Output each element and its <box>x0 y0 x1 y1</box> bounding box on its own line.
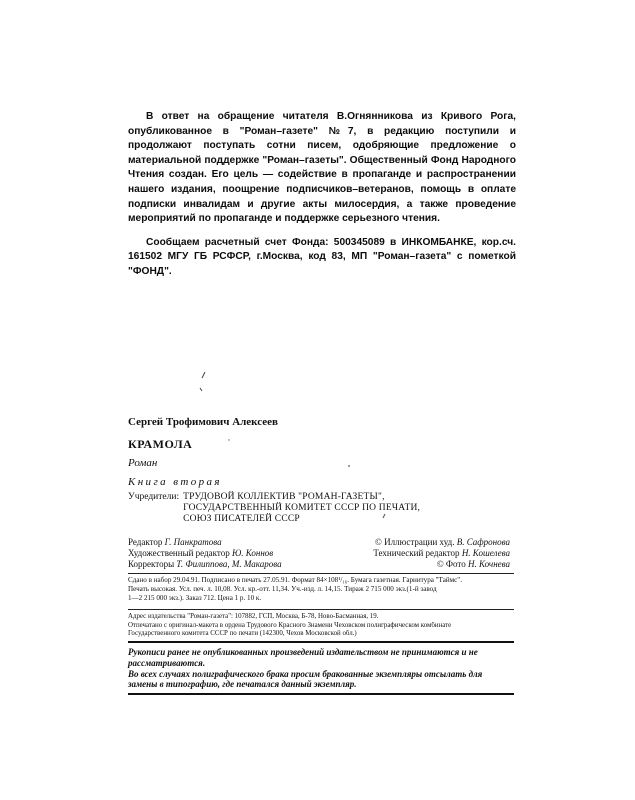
credits-right <box>360 537 510 571</box>
divider-line <box>128 609 514 610</box>
credit-role: Технический редактор <box>373 548 460 559</box>
credit-name: В. Сафронова <box>456 537 510 547</box>
notice-line: Сообщаем расчетный счет Фонда: 500345089 в ИНКОМБАНКЕ, кор.сч. <box>146 236 516 248</box>
notice-line: В ответ на обращение читателя В.Огнянникова из Кривого Рога, <box>146 111 516 122</box>
founder-line: ТРУДОВОЙ КОЛЛЕКТИВ "РОМАН-ГАЗЕТЫ", <box>183 492 385 502</box>
publisher-info-line: Адрес издательства "Роман-газета": 107882, ГСП, Москва, Б-78, Ново-Басманная, 19. <box>128 613 379 620</box>
credit-name: Т. Филиппова, М. Макарова <box>176 559 282 570</box>
credit-role: Корректоры <box>128 559 175 570</box>
divider-line <box>128 641 514 643</box>
notice-line: поступать сотни писем, одобряющие предложение о материальной <box>128 140 516 166</box>
divider-line <box>128 573 514 574</box>
credit-name: Н. Кошелева <box>461 548 510 559</box>
foundation-notice <box>128 110 516 280</box>
print-info <box>128 576 516 603</box>
disclaimer <box>128 647 514 690</box>
disclaimer-line: Рукописи ранее не опубликованных произведений издательством не принимаются и не <box>128 647 478 657</box>
credit-role: Редактор <box>128 537 163 547</box>
notice-line: "ФОНД". <box>128 265 172 277</box>
disclaimer-line: Во всех случаях полиграфического брака просим бракованные экземпляры отсылать для <box>128 668 483 679</box>
print-info-line: Сдано в набор 29.04.91. Подписано в печать 27.05.91. Формат 84×108¹/₁₆. Бумага газетная. Гарнитура "Таймс". <box>128 576 462 584</box>
book-title: КРАМОЛА <box>128 437 193 451</box>
publisher-info-line: Государственного комитета СССР по печати (142300, Чехов Московской обл.) <box>128 630 357 638</box>
divider-line <box>128 693 514 695</box>
credits-left <box>128 537 282 571</box>
founders-block <box>128 492 420 525</box>
book-volume: Книга вторая <box>128 476 222 488</box>
credit-role: © Иллюстрации худ. <box>375 537 455 547</box>
ink-dot <box>228 439 229 440</box>
notice-line: опубликованное в "Роман–газете" №7, в редакцию поступили и продолжают <box>128 125 516 152</box>
credit-line <box>128 548 282 559</box>
publisher-info <box>128 613 516 639</box>
print-info-line: Печать высокая. Усл. печ. л. 10,08. Усл. кр.-отт. 11,34. Уч.-изд. л. 14,15. Тираж 2 715 000 экз.(1-й завод <box>128 585 437 593</box>
credit-name: Н. Кочнева <box>468 559 510 570</box>
notice-line: 161502 МГУ ГБ РСФСР, г.Москва, код 83, МП "Роман–газета" с пометкой <box>128 251 516 263</box>
credit-name: Г. Панкратова <box>164 537 222 547</box>
ink-dot <box>348 465 350 467</box>
credit-line <box>360 559 510 570</box>
notice-line: Его цель — содействие в пропаганде и распространении нашего издания, <box>128 169 516 195</box>
founders-label: Учредители: <box>128 492 180 502</box>
notice-paragraph-2 <box>128 236 516 280</box>
notice-line: поощрение подписчиков–ветеранов, помощь в оплате подписки инвалидам и <box>128 183 516 210</box>
publisher-info-line: Отпечатано с оригинал-макета в ордена Трудового Красного Знамени Чеховском полиграфическом комбинате <box>128 621 452 629</box>
book-author: Сергей Трофимович Алексеев <box>128 416 278 428</box>
credit-role: © Фото <box>436 559 466 570</box>
notice-line: другие акты милосердия, а также проведение мероприятий по пропаганде и <box>128 198 516 225</box>
founder-line: СОЮЗ ПИСАТЕЛЕЙ СССР <box>183 514 300 524</box>
founder-line: ГОСУДАРСТВЕННЫЙ КОМИТЕТ СССР ПО ПЕЧАТИ, <box>183 503 421 513</box>
book-genre: Роман <box>128 457 158 469</box>
notice-paragraph-1 <box>128 110 516 227</box>
credit-line <box>128 559 282 570</box>
credit-line <box>360 537 510 548</box>
ink-mark <box>200 372 205 391</box>
credit-name: Ю. Коннов <box>231 548 274 559</box>
notice-line: поддержке серьезного чтения. <box>284 213 440 225</box>
founders-list <box>183 492 420 525</box>
credit-line <box>360 548 510 559</box>
print-info-line: 1—2 215 000 экз.). Заказ 712. Цена 1 р. 10 к. <box>128 594 262 602</box>
credit-role: Художественный редактор <box>128 548 230 559</box>
credit-line <box>128 537 282 548</box>
notice-line: поддержке "Роман–газеты". Общественный Фонд Народного Чтения создан. <box>128 154 516 181</box>
disclaimer-line: замены в типографию, где печатался данный экземпляр. <box>128 679 357 690</box>
disclaimer-line: рассматриваются. <box>128 657 206 668</box>
